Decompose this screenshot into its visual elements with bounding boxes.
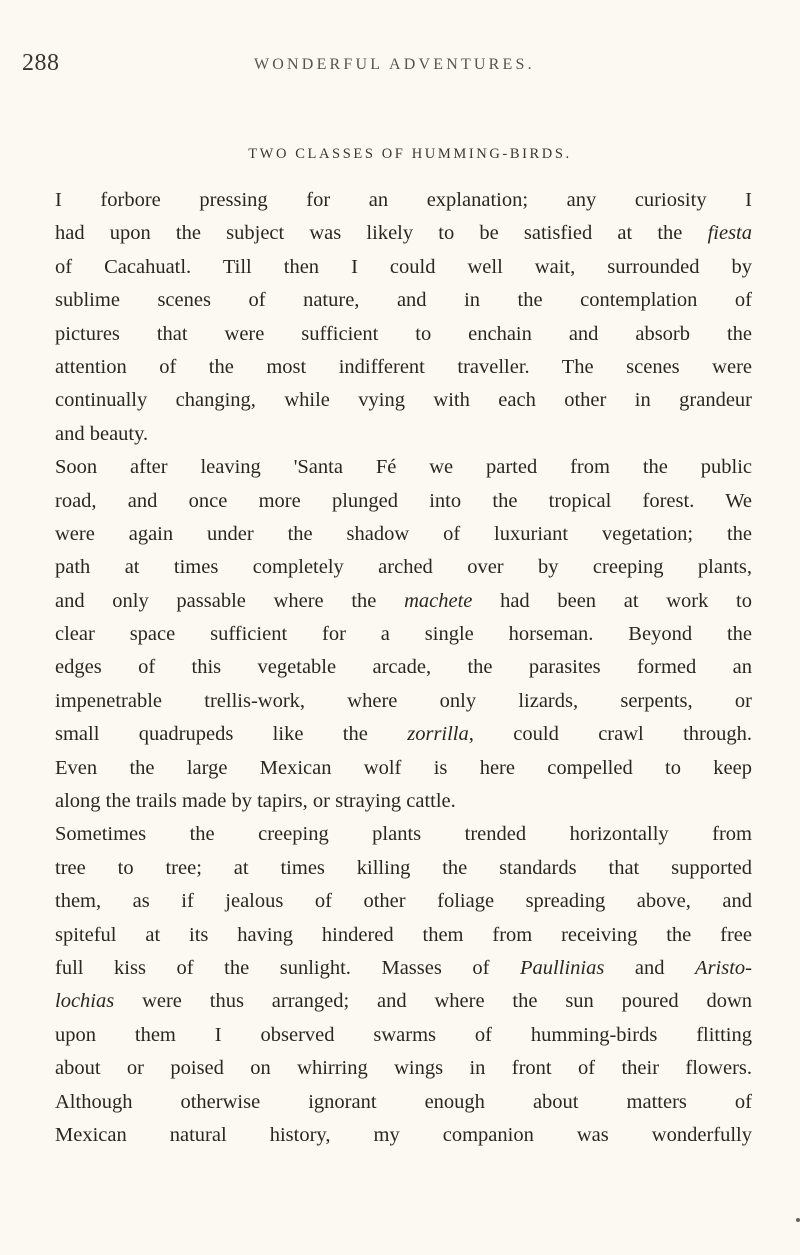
running-head: WONDERFUL ADVENTURES. — [254, 56, 535, 73]
text-line — [55, 685, 752, 718]
text-run: tree to tree; at times killing the standards that supported — [55, 856, 752, 879]
text-run: Even the large Mexican wolf is here compelled to keep — [55, 756, 752, 779]
section-heading: TWO CLASSES OF HUMMING-BIRDS. — [248, 146, 572, 162]
text-run: full kiss of the sunlight. Masses of — [55, 956, 521, 979]
text-run: about or poised on whirring wings in front of their flowers. — [55, 1057, 752, 1080]
text-run: and only passable where the — [55, 589, 405, 612]
italic-term: machete — [404, 589, 473, 612]
text-run: and beauty. — [55, 422, 149, 445]
text-run: Sometimes the creeping plants trended horizontally from — [55, 823, 752, 846]
text-line — [55, 1119, 752, 1152]
text-run: pictures that were sufficient to enchain and absorb the — [55, 322, 752, 345]
text-run: I forbore pressing for an explanation; any curiosity I — [55, 189, 752, 211]
text-run: were again under the shadow of luxuriant vegetation; the — [55, 522, 752, 545]
print-speck — [796, 1218, 800, 1222]
italic-term: fiesta — [707, 222, 752, 245]
text-run: and — [604, 956, 696, 979]
text-line — [55, 384, 752, 417]
text-line — [55, 184, 752, 217]
text-line — [55, 852, 752, 885]
text-line — [55, 251, 752, 284]
page-number: 288 — [22, 50, 60, 76]
text-line — [55, 718, 752, 751]
text-run: edges of this vegetable arcade, the parasites formed an — [55, 656, 752, 679]
text-run: small quadrupeds like the — [55, 723, 408, 746]
text-line — [55, 585, 752, 618]
text-line — [55, 818, 752, 851]
italic-term: zorrilla — [407, 723, 469, 746]
text-run: Although otherwise ignorant enough about matters of — [55, 1090, 752, 1113]
text-run: continually changing, while vying with each other in grandeur — [55, 389, 752, 412]
text-line — [55, 551, 752, 584]
text-line — [55, 485, 752, 518]
text-line — [55, 885, 752, 918]
text-run: Mexican natural history, my companion was wonderfully — [55, 1123, 752, 1146]
text-line — [55, 985, 752, 1018]
text-line — [55, 785, 752, 818]
text-run: along the trails made by tapirs, or straying cattle. — [55, 790, 456, 813]
text-line — [55, 651, 752, 684]
text-run: attention of the most indifferent traveller. The scenes were — [55, 355, 752, 378]
text-run: road, and once more plunged into the tropical forest. We — [55, 489, 752, 512]
text-line — [55, 752, 752, 785]
text-line — [55, 1019, 752, 1052]
text-line — [55, 919, 752, 952]
text-run: sublime scenes of nature, and in the contemplation of — [55, 289, 752, 312]
italic-term: Paullinias — [520, 956, 605, 979]
text-run: impenetrable trellis-work, where only lizards, serpents, or — [55, 689, 752, 712]
text-line — [55, 284, 752, 317]
italic-term: lochias — [55, 990, 115, 1013]
text-run: were thus arranged; and where the sun poured down — [114, 990, 752, 1013]
text-run: of Cacahuatl. Till then I could well wait, surrounded by — [55, 255, 752, 278]
text-line — [55, 618, 752, 651]
text-line — [55, 217, 752, 250]
text-line — [55, 318, 752, 351]
text-line — [55, 418, 752, 451]
text-run: upon them I observed swarms of humming-birds flitting — [55, 1023, 752, 1046]
text-line — [55, 952, 752, 985]
text-line — [55, 451, 752, 484]
text-run: path at times completely arched over by creeping plants, — [55, 556, 752, 579]
text-line — [55, 1086, 752, 1119]
text-line — [55, 518, 752, 551]
italic-term: Aristo- — [695, 956, 752, 979]
text-run: had upon the subject was likely to be satisfied at the — [55, 222, 708, 245]
text-run: them, as if jealous of other foliage spreading above, and — [55, 890, 752, 913]
text-run: spiteful at its having hindered them from receiving the free — [55, 923, 752, 946]
text-run: clear space sufficient for a single horseman. Beyond the — [55, 623, 752, 646]
text-run: had been at work to — [472, 589, 752, 612]
text-run: Soon after leaving 'Santa Fé we parted from the public — [55, 456, 752, 479]
body-text — [55, 184, 752, 1152]
text-line — [55, 1052, 752, 1085]
text-run: , could crawl through. — [468, 723, 753, 746]
text-line — [55, 351, 752, 384]
